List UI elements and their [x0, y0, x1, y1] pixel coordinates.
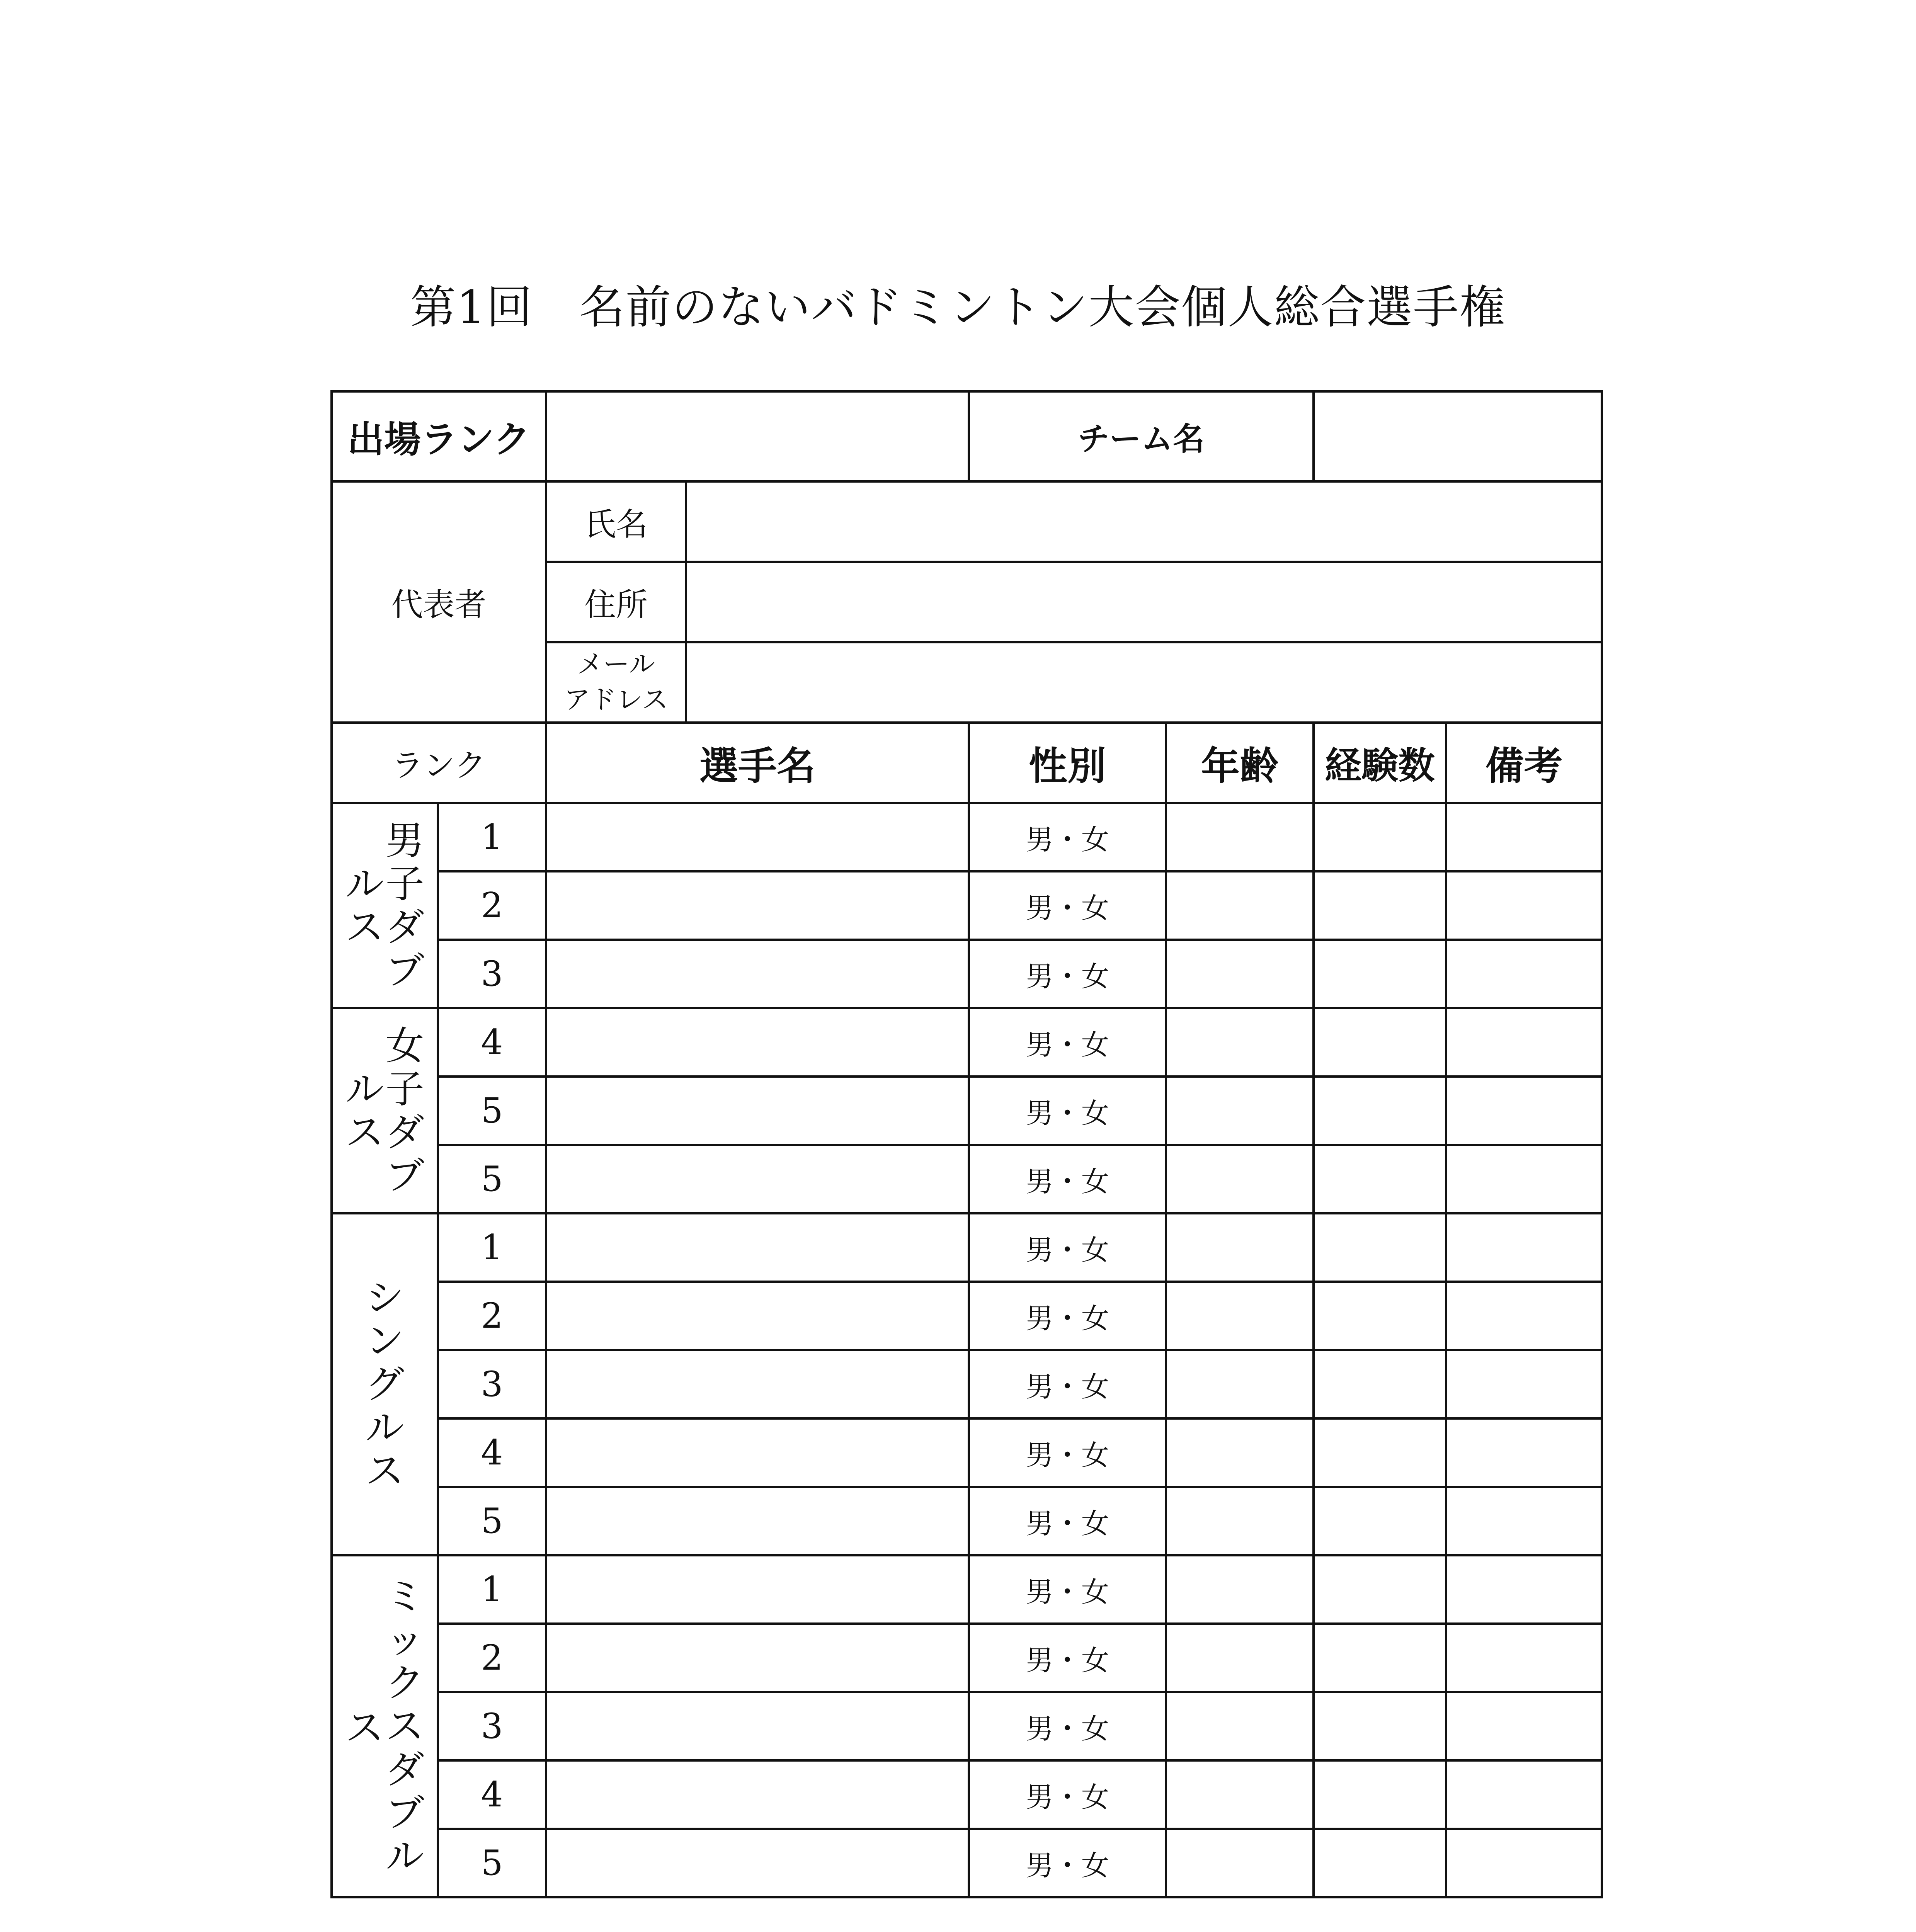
gender-choice[interactable]: 男・女 — [969, 1213, 1166, 1282]
player-name-field[interactable] — [546, 1624, 969, 1692]
gender-choice[interactable]: 男・女 — [969, 1487, 1166, 1555]
rep-name-field[interactable] — [686, 481, 1602, 562]
entry-number: 4 — [438, 1008, 546, 1077]
notes-field[interactable] — [1446, 871, 1602, 940]
age-field[interactable] — [1166, 1213, 1314, 1282]
col-experience: 経験数 — [1314, 723, 1446, 803]
experience-field[interactable] — [1314, 1624, 1446, 1692]
entry-number: 2 — [438, 871, 546, 940]
col-age: 年齢 — [1166, 723, 1314, 803]
age-field[interactable] — [1166, 1418, 1314, 1487]
group-label — [332, 1555, 438, 1897]
age-field[interactable] — [1166, 1282, 1314, 1350]
experience-field[interactable] — [1314, 1487, 1446, 1555]
group-label-col-left: ル ス — [345, 1066, 384, 1155]
player-row — [332, 1692, 1602, 1760]
player-row — [332, 1829, 1602, 1897]
entry-number: 2 — [438, 1282, 546, 1350]
gender-choice[interactable]: 男・女 — [969, 871, 1166, 940]
entry-number: 1 — [438, 1555, 546, 1624]
age-field[interactable] — [1166, 1555, 1314, 1624]
player-row — [332, 871, 1602, 940]
col-rank: ランク — [332, 723, 546, 803]
player-name-field[interactable] — [546, 1282, 969, 1350]
notes-field[interactable] — [1446, 1282, 1602, 1350]
gender-choice[interactable]: 男・女 — [969, 1418, 1166, 1487]
entry-number: 3 — [438, 940, 546, 1008]
experience-field[interactable] — [1314, 803, 1446, 871]
player-row — [332, 1555, 1602, 1624]
player-row — [332, 1350, 1602, 1418]
player-row — [332, 1760, 1602, 1829]
age-field[interactable] — [1166, 1760, 1314, 1829]
notes-field[interactable] — [1446, 1692, 1602, 1760]
entry-number: 4 — [438, 1418, 546, 1487]
gender-choice[interactable]: 男・女 — [969, 1145, 1166, 1213]
player-name-field[interactable] — [546, 803, 969, 871]
notes-field[interactable] — [1446, 940, 1602, 1008]
gender-choice[interactable]: 男・女 — [969, 1829, 1166, 1897]
player-row — [332, 1487, 1602, 1555]
player-row — [332, 940, 1602, 1008]
experience-field[interactable] — [1314, 1555, 1446, 1624]
rep-address-label: 住所 — [546, 562, 686, 642]
age-field[interactable] — [1166, 1077, 1314, 1145]
group-label-col-left: ス — [345, 1705, 384, 1750]
experience-field[interactable] — [1314, 1282, 1446, 1350]
age-field[interactable] — [1166, 1829, 1314, 1897]
gender-choice[interactable]: 男・女 — [969, 940, 1166, 1008]
player-name-field[interactable] — [546, 940, 969, 1008]
entry-number: 5 — [438, 1145, 546, 1213]
age-field[interactable] — [1166, 1008, 1314, 1077]
group-label-vertical — [333, 819, 437, 992]
experience-field[interactable] — [1314, 1692, 1446, 1760]
experience-field[interactable] — [1314, 1350, 1446, 1418]
experience-field[interactable] — [1314, 940, 1446, 1008]
gender-choice[interactable]: 男・女 — [969, 803, 1166, 871]
entry-number: 2 — [438, 1624, 546, 1692]
notes-field[interactable] — [1446, 1145, 1602, 1213]
entry-form-table — [330, 390, 1603, 1898]
age-field[interactable] — [1166, 940, 1314, 1008]
gender-choice[interactable]: 男・女 — [969, 1624, 1166, 1692]
entry-number: 3 — [438, 1692, 546, 1760]
notes-field[interactable] — [1446, 1077, 1602, 1145]
player-name-field[interactable] — [546, 1077, 969, 1145]
entry-number: 1 — [438, 1213, 546, 1282]
col-notes: 備考 — [1446, 723, 1602, 803]
team-name-field[interactable] — [1314, 391, 1602, 481]
player-row — [332, 1418, 1602, 1487]
notes-field[interactable] — [1446, 1487, 1602, 1555]
entry-number: 4 — [438, 1760, 546, 1829]
player-name-field[interactable] — [546, 1213, 969, 1282]
group-label-vertical — [333, 1276, 437, 1493]
experience-field[interactable] — [1314, 1077, 1446, 1145]
experience-field[interactable] — [1314, 1829, 1446, 1897]
age-field[interactable] — [1166, 1350, 1314, 1418]
rep-email-label-line2: アドレス — [564, 685, 668, 715]
player-name-field[interactable] — [546, 1692, 969, 1760]
group-label — [332, 803, 438, 1008]
player-row — [332, 1282, 1602, 1350]
group-label-col-right: シ ン グ ル ス — [365, 1275, 404, 1493]
experience-field[interactable] — [1314, 1213, 1446, 1282]
col-gender: 性別 — [969, 723, 1166, 803]
age-field[interactable] — [1166, 1692, 1314, 1760]
experience-field[interactable] — [1314, 1760, 1446, 1829]
player-row — [332, 1624, 1602, 1692]
notes-field[interactable] — [1446, 1760, 1602, 1829]
header-row — [332, 391, 1602, 481]
player-name-field[interactable] — [546, 1555, 969, 1624]
rep-name-row — [332, 481, 1602, 562]
gender-choice[interactable]: 男・女 — [969, 1282, 1166, 1350]
age-field[interactable] — [1166, 1145, 1314, 1213]
rank-entry-field[interactable] — [546, 391, 969, 481]
group-label-vertical — [333, 1575, 437, 1878]
notes-field[interactable] — [1446, 803, 1602, 871]
notes-field[interactable] — [1446, 1008, 1602, 1077]
group-label — [332, 1213, 438, 1555]
age-field[interactable] — [1166, 1624, 1314, 1692]
player-name-field[interactable] — [546, 1829, 969, 1897]
notes-field[interactable] — [1446, 1418, 1602, 1487]
team-name-label: チーム名 — [969, 391, 1314, 481]
entry-number: 5 — [438, 1487, 546, 1555]
gender-choice[interactable]: 男・女 — [969, 1555, 1166, 1624]
player-row — [332, 1213, 1602, 1282]
player-name-field[interactable] — [546, 1418, 969, 1487]
player-name-field[interactable] — [546, 1760, 969, 1829]
column-header-row — [332, 723, 1602, 803]
gender-choice[interactable]: 男・女 — [969, 1692, 1166, 1760]
gender-choice[interactable]: 男・女 — [969, 1008, 1166, 1077]
experience-field[interactable] — [1314, 1145, 1446, 1213]
entry-number: 3 — [438, 1350, 546, 1418]
age-field[interactable] — [1166, 1487, 1314, 1555]
age-field[interactable] — [1166, 871, 1314, 940]
gender-choice[interactable]: 男・女 — [969, 1350, 1166, 1418]
entry-number: 5 — [438, 1829, 546, 1897]
player-name-field[interactable] — [546, 1350, 969, 1418]
gender-choice[interactable]: 男・女 — [969, 1077, 1166, 1145]
group-label-col-right: 男 子 ダ ブ — [385, 818, 424, 993]
player-name-field[interactable] — [546, 1487, 969, 1555]
player-row — [332, 803, 1602, 871]
group-label-vertical — [333, 1024, 437, 1197]
notes-field[interactable] — [1446, 1624, 1602, 1692]
notes-field[interactable] — [1446, 1213, 1602, 1282]
rep-email-label-line1: メール — [577, 649, 655, 680]
col-player-name: 選手名 — [546, 723, 969, 803]
rank-entry-label: 出場ランク — [332, 391, 546, 481]
notes-field[interactable] — [1446, 1555, 1602, 1624]
experience-field[interactable] — [1314, 1418, 1446, 1487]
singles-mixed-label — [354, 1883, 486, 1932]
notes-field[interactable] — [1446, 1829, 1602, 1897]
rep-name-label: 氏名 — [546, 481, 686, 562]
entry-number: 1 — [438, 803, 546, 871]
group-label-col-right: ミ ッ ク ス ダ ブ ル — [385, 1573, 424, 1879]
representative-label: 代表者 — [332, 481, 546, 723]
experience-field[interactable] — [1314, 871, 1446, 940]
rep-email-label — [546, 642, 686, 723]
player-name-field[interactable] — [546, 1008, 969, 1077]
player-name-field[interactable] — [546, 871, 969, 940]
experience-field[interactable] — [1314, 1008, 1446, 1077]
player-row — [332, 1008, 1602, 1077]
group-label — [332, 1008, 438, 1213]
page-title: 第1回 名前のないバドミントン大会個人総合選手権 — [410, 281, 1506, 334]
player-row — [332, 1077, 1602, 1145]
group-label-col-left: ル ス — [345, 861, 384, 950]
player-row — [332, 1145, 1602, 1213]
notes-field[interactable] — [1446, 1350, 1602, 1418]
age-field[interactable] — [1166, 803, 1314, 871]
gender-choice[interactable]: 男・女 — [969, 1760, 1166, 1829]
player-name-field[interactable] — [546, 1145, 969, 1213]
rep-address-field[interactable] — [686, 562, 1602, 642]
entry-number: 5 — [438, 1077, 546, 1145]
rep-email-field[interactable] — [686, 642, 1602, 723]
group-label-col-right: 女 子 ダ ブ — [385, 1023, 424, 1198]
